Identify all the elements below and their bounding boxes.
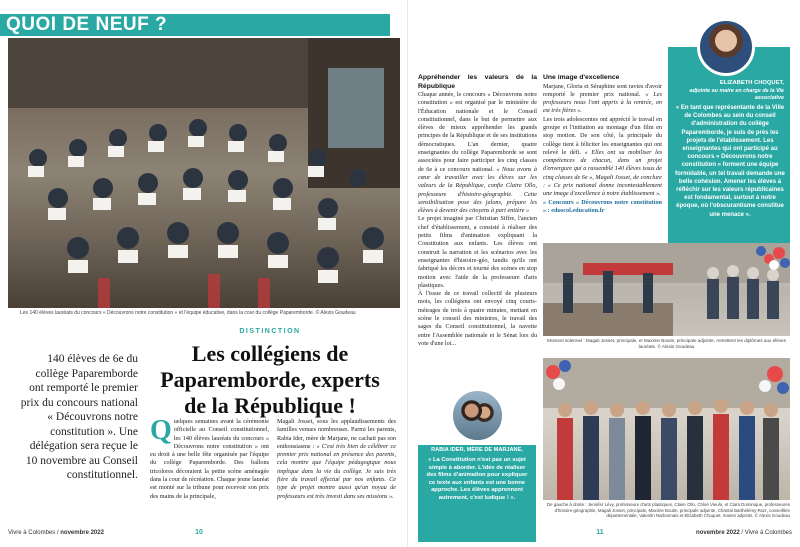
body-text: Marjane, Gloria et Séraphine sont ravies d'avoir remporté le premier prix national. xyxy=(543,82,662,98)
quote-author-role: adjointe au maire en charge de la Vie associative xyxy=(689,88,784,101)
article-intro: 140 élèves de 6e du collège Paparemborde ont remporté le premier prix du concours national « Découvrons notre constitution ». Une délégation sera reçue le 10 novembre au Conseil constitutionnel. xyxy=(20,353,138,481)
body-text: Magali Josset, sous les applaudissements des familles venues nombreuses. Parmi les parents, Rabia Ider, mère de Marjane, ne cachait pas son enthousiasme : xyxy=(277,418,396,450)
ceremony-illustration xyxy=(543,243,790,336)
footer-magazine: Vivre à Colombes / xyxy=(8,530,61,536)
team-group-photo xyxy=(543,358,790,500)
crowd-illustration xyxy=(8,38,400,308)
footer-date: novembre 2022 xyxy=(60,530,104,536)
section-banner xyxy=(0,14,390,36)
rabia-portrait xyxy=(450,388,505,443)
ceremony-photo-caption: Moment solennel : Magali Josset, principale, et Maxime Boutin, principale adjointe, remettent les diplômes aux élèves lauréats. © Alexis Goudeau xyxy=(547,338,786,349)
body-column-3 xyxy=(418,74,537,358)
quote-author-name: RABIA IDER, MÈRE DE MARJANE, xyxy=(431,447,523,453)
footer-date: novembre 2022 xyxy=(696,530,740,536)
footer-right xyxy=(696,529,792,537)
team-photo-caption: De gauche à droite : Jennifer Lévy, professeure d'arts plastiques, Claire Ollo, Chloé Vieulo, et Clara Dominique, professeures d'histoire-géographie, Magali Josset, principale, Maxime Boutin, principale adjointe, Chantal Barthélémy-Ruiz, conseillère départementale, Valentin Narbonnais et Elizabeth Choquet, maires adjoints. © Alexis Goudeau xyxy=(546,502,790,519)
elizabeth-portrait xyxy=(697,18,755,76)
section-heading: Une image d'excellence xyxy=(543,74,620,81)
body-text: Le projet imaginé par Christian Siffre, l'ancien chef d'établissement, a consisté à réaliser des petits films d'animation expliquant la Constitution aux enfants. Les élèves ont construit la narration et les scénarios avec les enseignantes d'histoire-géo, tandis qu'ils ont fabriqué les décors et tourné des scènes en stop motion avec l'aide de la professeure d'arts plastiques. xyxy=(418,215,537,289)
body-quote: « Elles ont su mobiliser les compétences de chacun, dans un projet d'envergure qui a rassemblé 140 élèves issus de cinq classes de 6e », Magali Josset, de conclure : « Ce prix national donne incontestablement une image d'excellence à notre établissement ». xyxy=(543,148,662,198)
body-column-4 xyxy=(543,74,662,238)
body-text: Chaque année, le concours « Découvrons notre constitution » est organisé par le ministère de l'Éducation nationale et le Conseil constitutionnel, dans le but de permettre aux élèves de mieux appréhender les grands principes de la République et de ses institutions démocratiques. L'an dernier, quatre enseignantes du collège Paparemborde se sont associées pour faire participer les cinq classes de 6e à ce concours national. xyxy=(418,91,537,173)
section-title: QUOI DE NEUF ? xyxy=(6,14,168,35)
body-quote: « Nous avons à cœur de travailler avec les élèves sur les valeurs de la République, confie Claire Ollo, professeure d'histoire-géographie. Cette sensibilisation pose des jalons, prépare les élèves à devenir des citoyens à part entière » xyxy=(418,165,537,215)
ceremony-photo xyxy=(543,243,790,336)
section-heading: Appréhender les valeurs de la République xyxy=(418,74,537,90)
quote-text: « La Constitution n'est pas un sujet simple à aborder. L'idée de réaliser des films d'animation pour expliquer ce texte aux enfants est une bonne approche. Les élèves apprennent autrement, c'est ludique ! ». xyxy=(426,457,528,501)
body-quote: « C'est très bien de célébrer ce premier prix national en présence des parents, cela montre que l'équipe pédagogique nous implique dans la vie du collège. Je suis très fière du travail effectué par nos enfants. Ce type de projet montre aussi qu'un noyau de professeurs est très investi dans ses missions ». xyxy=(277,442,396,500)
page-fold xyxy=(407,0,408,547)
page-number-right: 11 xyxy=(596,529,604,536)
body-text: uelques semaines avant la cérémonie officielle au Conseil constitutionnel, les 140 élèves lauréats du concours « Découvrons notre constitution » ont eu droit à une belle fête organisée par l'équipe du collège Paparemborde. Des ballons tricolores décoraient la petite scène aménagée dans la cour de récréation. Chaque jeune lauréat est monté sur la tribune pour recevoir son prix des mains de la principale, xyxy=(150,418,269,500)
quote-author-name: ELIZABETH CHOQUET, xyxy=(719,80,784,86)
footer-magazine: / Vivre à Colombes xyxy=(739,530,792,536)
body-text: À l'issue de ce travail collectif de plusieurs mois, les collégiens ont envoyé cinq courts-métrages de trois à quatre minutes, mettant en scène le conseil des ministres, le travail des sages du Conseil constitutionnel, la navette entre l'Assemblée nationale et le Sénat lors du vote d'une loi... xyxy=(418,290,537,347)
body-column-2 xyxy=(277,418,396,530)
drop-cap: Q xyxy=(150,418,172,446)
quote-text: « En tant que représentante de la Ville de Colombes au sein du conseil d'administration du collège Paparemborde, je suis de près les projets de l'établissement. Les enseignantes qui ont participé au concours « Découvrons notre constitution » forment une équipe formidable, un tel travail demande une belle cohésion. Amener les élèves à réfléchir sur les valeurs républicaines est fondamental, surtout à notre époque, où l'obscurantisme constitue une menace ». xyxy=(675,105,785,218)
body-quote: « Les professeurs nous l'ont appris à la rentrée, on est très fières ». xyxy=(543,90,662,115)
contest-link[interactable]: » Concours « Découvrons notre constitution » : eduscol.education.fr xyxy=(543,198,662,214)
article-headline: Les collégiens de Paparemborde, experts de la République ! xyxy=(160,341,380,418)
article-kicker: DISTINCTION xyxy=(239,328,301,335)
team-illustration xyxy=(543,358,790,500)
page-number-left: 10 xyxy=(195,529,203,536)
body-column-1 xyxy=(150,418,269,530)
main-photo-caption: Les 140 élèves lauréats du concours « Découvrons notre constitution » et l'équipe éducative, dans la cour du collège Paparemborde. © Alexis Goudeau xyxy=(20,310,356,316)
students-group-photo xyxy=(8,38,400,308)
body-text: Les trois adolescentes ont apprécié le travail en groupe et l'initiation au montage d'un film en stop motion. De son côté, la principale du collège tient à féliciter les enseignantes qui ont relevé le défi. xyxy=(543,115,662,156)
footer-left xyxy=(8,529,104,537)
